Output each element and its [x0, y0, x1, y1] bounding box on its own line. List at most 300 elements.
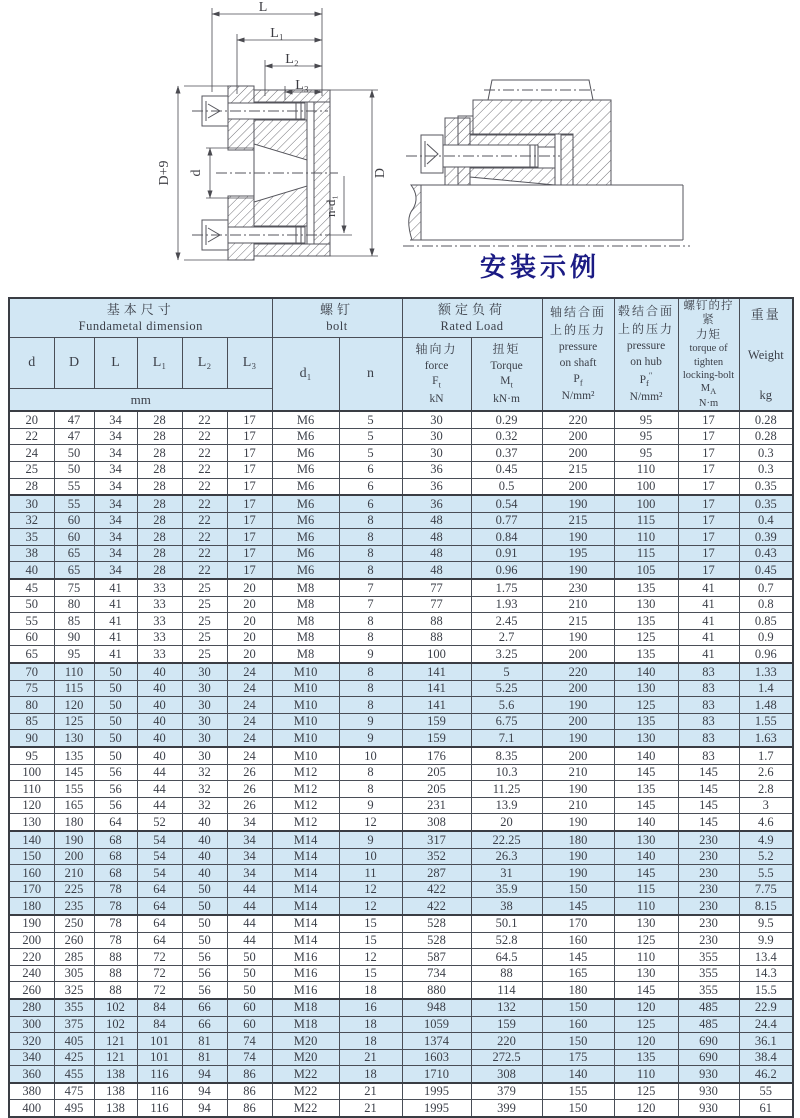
table-cell: 33	[137, 579, 182, 596]
table-cell: 33	[137, 646, 182, 663]
table-cell: 44	[227, 898, 272, 915]
table-cell: 145	[678, 797, 739, 814]
table-cell: 135	[614, 613, 678, 630]
table-cell: 379	[471, 1083, 542, 1100]
table-cell: 200	[542, 445, 614, 462]
table-cell: 34	[94, 411, 137, 428]
table-cell: 44	[227, 915, 272, 932]
table-cell: M6	[272, 445, 339, 462]
table-cell: 200	[542, 428, 614, 445]
table-cell: 220	[471, 1033, 542, 1050]
table-cell: 66	[182, 999, 227, 1016]
table-cell: 125	[614, 629, 678, 646]
table-row	[9, 747, 793, 764]
table-cell: 30	[182, 713, 227, 730]
table-cell: 26	[227, 797, 272, 814]
table-cell: 22	[182, 411, 227, 428]
table-cell: 5	[339, 428, 402, 445]
table-cell: 28	[137, 478, 182, 495]
table-cell: 48	[402, 545, 471, 562]
table-cell: 36	[402, 478, 471, 495]
table-cell: 6	[339, 478, 402, 495]
table-cell: 50	[227, 982, 272, 999]
table-cell: 8	[339, 764, 402, 781]
table-cell: 135	[614, 781, 678, 798]
table-cell: 320	[9, 1033, 54, 1050]
table-cell: M22	[272, 1100, 339, 1117]
table-cell: 55	[9, 613, 54, 630]
table-cell: M16	[272, 965, 339, 982]
table-cell: 16	[339, 999, 402, 1016]
table-cell: 72	[137, 982, 182, 999]
table-cell: 74	[227, 1033, 272, 1050]
table-cell: 40	[182, 814, 227, 831]
table-cell: 32	[9, 512, 54, 529]
table-cell: 88	[94, 982, 137, 999]
table-cell: 18	[339, 1016, 402, 1033]
table-cell: 145	[614, 982, 678, 999]
table-row	[9, 797, 793, 814]
table-cell: 422	[402, 898, 471, 915]
table-cell: 110	[614, 1066, 678, 1083]
table-cell: M10	[272, 713, 339, 730]
table-row	[9, 915, 793, 932]
table-cell: 22	[182, 512, 227, 529]
table-cell: 24	[227, 697, 272, 714]
table-cell: 83	[678, 713, 739, 730]
table-cell: 78	[94, 881, 137, 898]
dim-label-L1: L₁	[270, 26, 284, 41]
table-cell: 5.2	[739, 848, 793, 865]
table-cell: 30	[182, 730, 227, 747]
table-cell: 25	[182, 629, 227, 646]
table-cell: 7.75	[739, 881, 793, 898]
table-cell: 40	[182, 865, 227, 882]
table-cell: 28	[137, 562, 182, 579]
table-cell: 48	[402, 562, 471, 579]
table-cell: 3	[739, 797, 793, 814]
table-cell: 40	[137, 730, 182, 747]
table-cell: 48	[402, 512, 471, 529]
table-cell: 41	[94, 596, 137, 613]
table-cell: 28	[137, 461, 182, 478]
table-cell: 145	[614, 764, 678, 781]
table-cell: 74	[227, 1049, 272, 1066]
table-row	[9, 428, 793, 445]
col-header-L3: L₃	[227, 338, 272, 389]
table-cell: 68	[94, 831, 137, 848]
table-cell: 88	[402, 613, 471, 630]
table-cell: 88	[471, 965, 542, 982]
table-cell: 20	[227, 629, 272, 646]
table-cell: 121	[94, 1033, 137, 1050]
table-cell: 120	[614, 999, 678, 1016]
table-cell: 190	[542, 865, 614, 882]
table-cell: 75	[9, 680, 54, 697]
table-cell: 190	[542, 629, 614, 646]
col-header-L: L	[94, 338, 137, 389]
col-header-L2: L₂	[182, 338, 227, 389]
table-cell: 130	[614, 596, 678, 613]
table-cell: M6	[272, 478, 339, 495]
table-cell: 225	[54, 881, 94, 898]
table-row	[9, 613, 793, 630]
table-cell: 81	[182, 1049, 227, 1066]
table-cell: 352	[402, 848, 471, 865]
table-cell: 56	[182, 949, 227, 966]
table-cell: M22	[272, 1066, 339, 1083]
table-cell: 80	[9, 697, 54, 714]
table-cell: 50	[94, 747, 137, 764]
table-cell: M12	[272, 764, 339, 781]
table-cell: 0.77	[471, 512, 542, 529]
table-cell: 48	[402, 529, 471, 546]
table-cell: 60	[227, 999, 272, 1016]
table-cell: 1059	[402, 1016, 471, 1033]
table-cell: 11.25	[471, 781, 542, 798]
table-cell: 272.5	[471, 1049, 542, 1066]
table-cell: 230	[678, 865, 739, 882]
table-cell: 6	[339, 495, 402, 512]
table-cell: 34	[94, 562, 137, 579]
table-cell: 17	[227, 428, 272, 445]
table-cell: 24	[227, 730, 272, 747]
table-cell: 50	[9, 596, 54, 613]
table-row	[9, 512, 793, 529]
table-cell: 210	[542, 596, 614, 613]
table-cell: 200	[542, 478, 614, 495]
table-cell: 325	[54, 982, 94, 999]
table-cell: 360	[9, 1066, 54, 1083]
table-cell: 17	[678, 545, 739, 562]
table-cell: 17	[678, 562, 739, 579]
table-cell: 65	[54, 545, 94, 562]
table-cell: 95	[614, 428, 678, 445]
table-cell: 1710	[402, 1066, 471, 1083]
table-cell: 36	[402, 495, 471, 512]
table-row	[9, 781, 793, 798]
table-cell: 110	[614, 461, 678, 478]
table-cell: 50	[182, 932, 227, 949]
table-cell: 34	[94, 445, 137, 462]
table-cell: 18	[339, 1033, 402, 1050]
table-cell: 34	[227, 865, 272, 882]
table-cell: 425	[54, 1049, 94, 1066]
table-cell: 17	[227, 478, 272, 495]
table-cell: 102	[94, 999, 137, 1016]
table-cell: 17	[678, 512, 739, 529]
table-cell: 18	[339, 982, 402, 999]
header-weight: 重量 Weight kg	[739, 298, 793, 411]
table-row	[9, 1083, 793, 1100]
table-cell: 9	[339, 713, 402, 730]
table-cell: 125	[54, 713, 94, 730]
table-cell: 200	[54, 848, 94, 865]
table-cell: 28	[137, 512, 182, 529]
table-cell: 40	[137, 747, 182, 764]
table-cell: 14.3	[739, 965, 793, 982]
table-cell: 175	[542, 1049, 614, 1066]
table-cell: 102	[94, 1016, 137, 1033]
table-cell: 190	[542, 529, 614, 546]
table-cell: 8	[339, 613, 402, 630]
table-body	[9, 411, 793, 1117]
table-cell: 17	[227, 445, 272, 462]
table-cell: 5.5	[739, 865, 793, 882]
table-cell: 165	[542, 965, 614, 982]
table-cell: 30	[182, 680, 227, 697]
table-cell: M12	[272, 797, 339, 814]
table-cell: 50	[94, 697, 137, 714]
table-cell: 8	[339, 663, 402, 680]
table-cell: 17	[678, 445, 739, 462]
table-cell: 170	[542, 915, 614, 932]
table-cell: 215	[542, 512, 614, 529]
table-cell: 115	[614, 512, 678, 529]
table-cell: 528	[402, 915, 471, 932]
table-cell: 86	[227, 1100, 272, 1117]
table-cell: 280	[9, 999, 54, 1016]
table-cell: 90	[9, 730, 54, 747]
table-cell: 22	[182, 529, 227, 546]
table-cell: 160	[9, 865, 54, 882]
table-cell: 355	[54, 999, 94, 1016]
table-cell: 24	[227, 747, 272, 764]
table-cell: 8.15	[739, 898, 793, 915]
table-cell: 56	[94, 781, 137, 798]
table-cell: 110	[614, 898, 678, 915]
table-row	[9, 680, 793, 697]
table-cell: M18	[272, 999, 339, 1016]
table-cell: 205	[402, 781, 471, 798]
table-cell: 50.1	[471, 915, 542, 932]
table-cell: 40	[182, 848, 227, 865]
table-cell: 145	[678, 814, 739, 831]
table-cell: 340	[9, 1049, 54, 1066]
table-cell: 2.8	[739, 781, 793, 798]
table-cell: 159	[402, 730, 471, 747]
table-cell: 24	[9, 445, 54, 462]
table-row	[9, 831, 793, 848]
table-cell: 7.1	[471, 730, 542, 747]
table-cell: 25	[182, 646, 227, 663]
table-cell: 8	[339, 562, 402, 579]
table-cell: 17	[227, 562, 272, 579]
table-cell: 8	[339, 629, 402, 646]
dim-label-n-d1: n-d₁	[323, 195, 338, 217]
table-cell: 64	[137, 898, 182, 915]
table-cell: 180	[542, 982, 614, 999]
table-cell: 141	[402, 680, 471, 697]
table-cell: 125	[614, 932, 678, 949]
table-cell: M8	[272, 629, 339, 646]
table-cell: 120	[614, 1033, 678, 1050]
table-cell: 65	[54, 562, 94, 579]
table-cell: 85	[54, 613, 94, 630]
table-cell: 140	[614, 814, 678, 831]
table-cell: 422	[402, 881, 471, 898]
table-cell: 17	[678, 478, 739, 495]
table-cell: 30	[182, 697, 227, 714]
table-cell: 155	[542, 1083, 614, 1100]
table-cell: 28	[137, 529, 182, 546]
table-cell: 64.5	[471, 949, 542, 966]
table-cell: 138	[94, 1100, 137, 1117]
table-cell: 1.7	[739, 747, 793, 764]
table-cell: 200	[542, 713, 614, 730]
table-cell: 135	[614, 646, 678, 663]
table-cell: 260	[54, 932, 94, 949]
table-row	[9, 932, 793, 949]
table-cell: 33	[137, 613, 182, 630]
table-cell: 165	[54, 797, 94, 814]
table-cell: 12	[339, 814, 402, 831]
table-cell: 41	[94, 613, 137, 630]
table-cell: 83	[678, 747, 739, 764]
table-cell: 305	[54, 965, 94, 982]
table-cell: 140	[614, 747, 678, 764]
table-cell: 50	[182, 881, 227, 898]
table-cell: 155	[54, 781, 94, 798]
table-cell: 66	[182, 1016, 227, 1033]
table-cell: 6	[339, 461, 402, 478]
table-cell: 0.45	[471, 461, 542, 478]
table-cell: 34	[227, 814, 272, 831]
table-cell: 0.84	[471, 529, 542, 546]
table-cell: 32	[182, 764, 227, 781]
table-cell: 36	[402, 461, 471, 478]
table-row	[9, 646, 793, 663]
table-cell: 41	[678, 629, 739, 646]
table-cell: 231	[402, 797, 471, 814]
table-cell: 0.5	[471, 478, 542, 495]
table-cell: 17	[678, 495, 739, 512]
table-cell: 83	[678, 730, 739, 747]
table-cell: 135	[614, 579, 678, 596]
table-cell: 41	[678, 596, 739, 613]
table-cell: 28	[137, 495, 182, 512]
table-cell: 8	[339, 781, 402, 798]
table-cell: 2.7	[471, 629, 542, 646]
table-cell: 0.28	[739, 428, 793, 445]
table-cell: 20	[227, 613, 272, 630]
table-cell: 78	[94, 932, 137, 949]
table-cell: 0.32	[471, 428, 542, 445]
table-cell: 17	[678, 428, 739, 445]
table-cell: 145	[542, 898, 614, 915]
table-cell: 150	[542, 1033, 614, 1050]
table-cell: 1995	[402, 1083, 471, 1100]
table-cell: 26	[227, 781, 272, 798]
table-cell: 145	[678, 764, 739, 781]
table-cell: 0.8	[739, 596, 793, 613]
table-cell: 145	[542, 949, 614, 966]
table-cell: 41	[94, 629, 137, 646]
table-cell: 150	[542, 999, 614, 1016]
table-row	[9, 445, 793, 462]
table-cell: 40	[137, 680, 182, 697]
table-cell: 116	[137, 1100, 182, 1117]
table-cell: 38	[471, 898, 542, 915]
table-cell: 95	[9, 747, 54, 764]
table-row	[9, 1066, 793, 1083]
table-cell: 20	[227, 646, 272, 663]
table-cell: 190	[54, 831, 94, 848]
table-row	[9, 730, 793, 747]
col-header-D: D	[54, 338, 94, 389]
table-cell: 24	[227, 713, 272, 730]
table-cell: 34	[94, 512, 137, 529]
table-cell: 56	[182, 965, 227, 982]
table-cell: 0.45	[739, 562, 793, 579]
table-cell: 0.43	[739, 545, 793, 562]
table-cell: 200	[542, 680, 614, 697]
table-cell: 5.6	[471, 697, 542, 714]
table-cell: 54	[137, 848, 182, 865]
table-cell: 399	[471, 1100, 542, 1117]
table-cell: 85	[9, 713, 54, 730]
table-cell: M6	[272, 461, 339, 478]
table-cell: 2.45	[471, 613, 542, 630]
table-cell: 8	[339, 512, 402, 529]
table-cell: 26	[227, 764, 272, 781]
table-cell: M16	[272, 949, 339, 966]
table-cell: 8	[339, 697, 402, 714]
table-cell: M6	[272, 411, 339, 428]
table-cell: 100	[9, 764, 54, 781]
table-cell: 0.4	[739, 512, 793, 529]
table-cell: 130	[614, 831, 678, 848]
header-tightening-torque: 螺钉的拧紧 力矩 torque of tighten locking-bolt $M_A$ N·m	[678, 298, 739, 411]
table-cell: 68	[94, 848, 137, 865]
table-cell: 56	[94, 764, 137, 781]
table-cell: 0.91	[471, 545, 542, 562]
table-cell: M14	[272, 831, 339, 848]
table-cell: 0.9	[739, 629, 793, 646]
table-cell: 145	[614, 865, 678, 882]
table-cell: 485	[678, 999, 739, 1016]
table-cell: 34	[227, 848, 272, 865]
table-cell: 190	[542, 814, 614, 831]
table-cell: 84	[137, 1016, 182, 1033]
table-cell: 355	[678, 982, 739, 999]
table-cell: 17	[678, 529, 739, 546]
table-row	[9, 461, 793, 478]
table-cell: M14	[272, 932, 339, 949]
table-cell: 10	[339, 747, 402, 764]
table-cell: 200	[9, 932, 54, 949]
dim-label-d: d	[189, 169, 204, 177]
table-cell: M10	[272, 697, 339, 714]
table-cell: 1.93	[471, 596, 542, 613]
table-cell: 0.37	[471, 445, 542, 462]
table-row	[9, 1016, 793, 1033]
table-cell: 375	[54, 1016, 94, 1033]
table-cell: 20	[9, 411, 54, 428]
table-cell: 170	[9, 881, 54, 898]
table-cell: 12	[339, 949, 402, 966]
table-cell: 34	[94, 529, 137, 546]
table-cell: 50	[227, 949, 272, 966]
table-cell: 72	[137, 965, 182, 982]
table-cell: 54	[137, 831, 182, 848]
table-cell: 15	[339, 915, 402, 932]
table-cell: 9.5	[739, 915, 793, 932]
table-cell: 50	[54, 445, 94, 462]
table-cell: 44	[227, 881, 272, 898]
table-cell: 101	[137, 1049, 182, 1066]
table-cell: 145	[54, 764, 94, 781]
